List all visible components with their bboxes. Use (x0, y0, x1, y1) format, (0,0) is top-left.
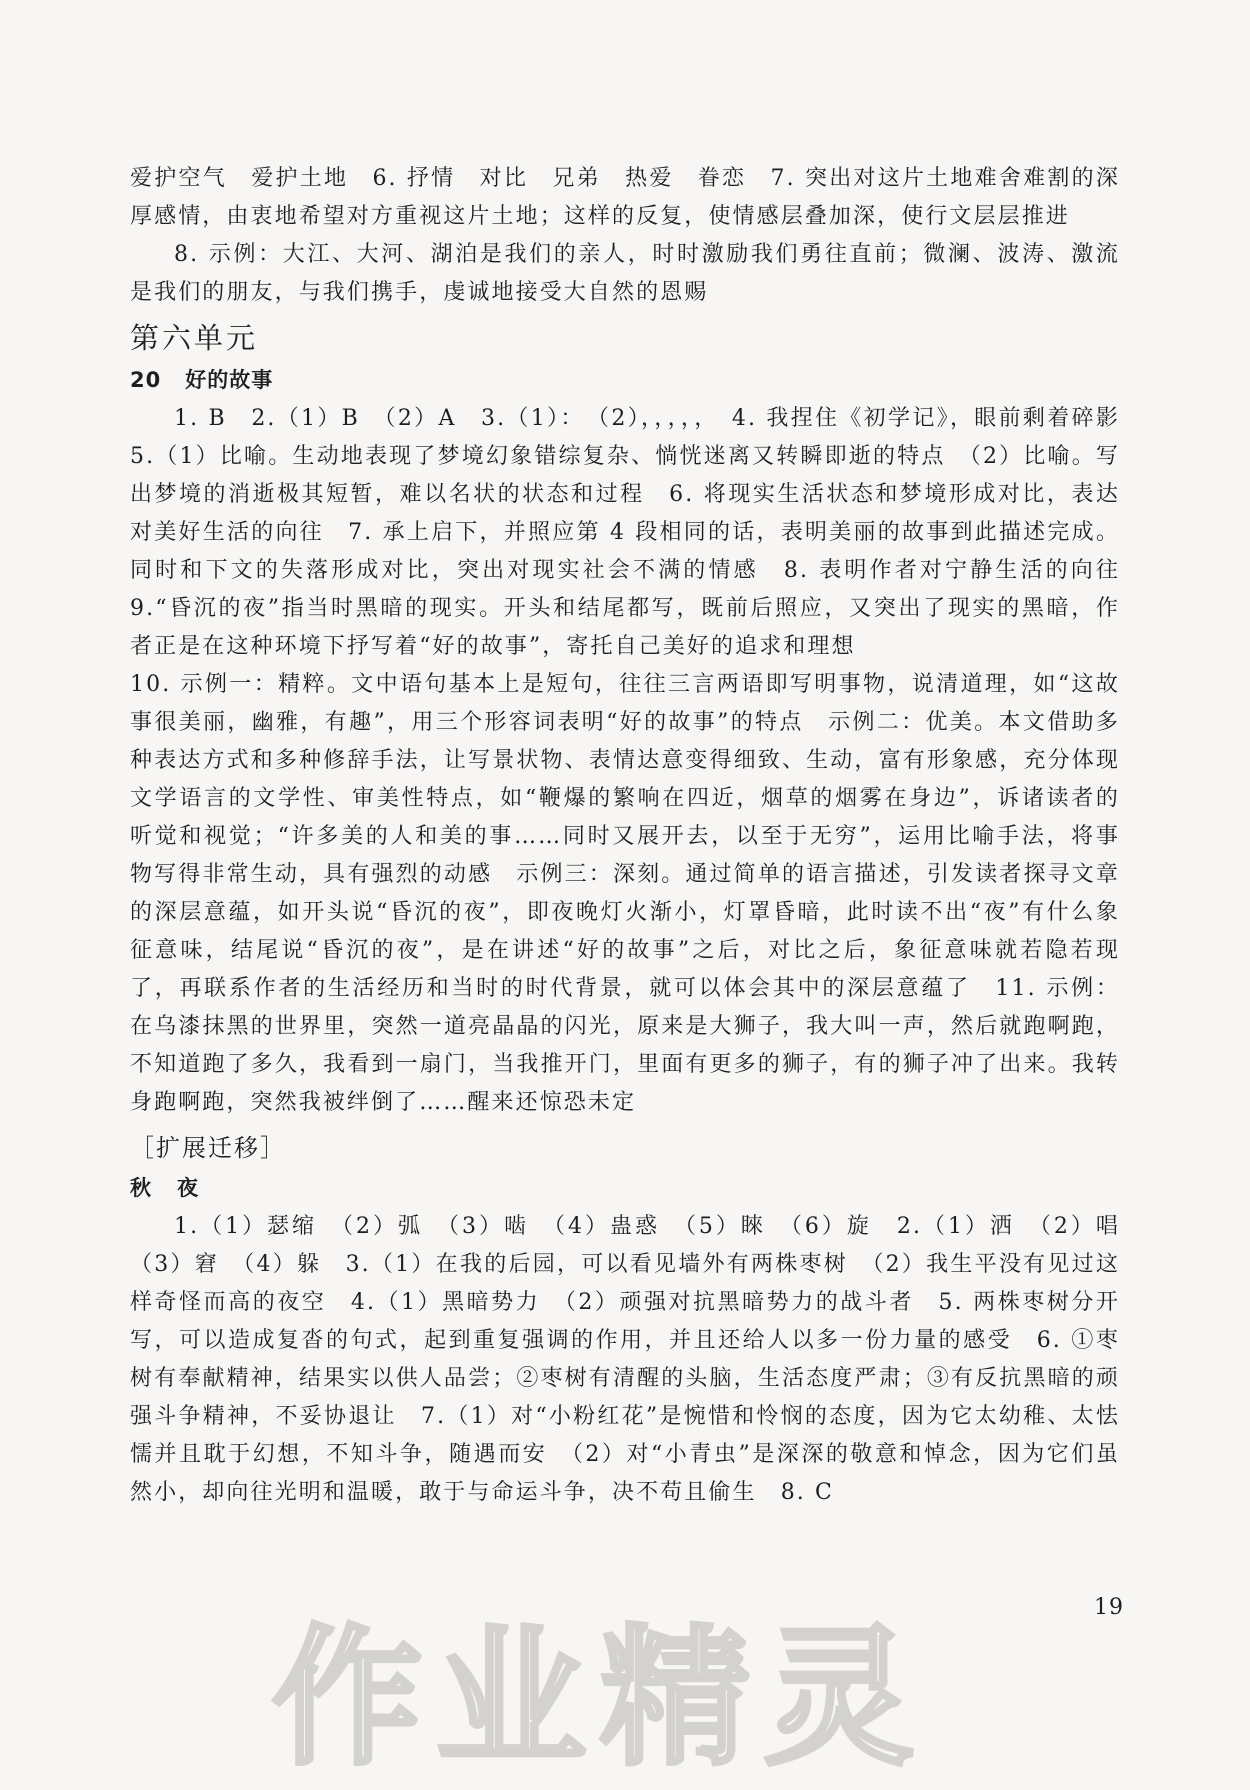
watermark-text: 作业精灵 (271, 1612, 929, 1780)
page-number: 19 (1094, 1595, 1124, 1620)
lesson-title-text: 好的故事 (185, 368, 274, 392)
extension-section-tag: ［扩展迁移］ (130, 1134, 286, 1162)
unit-heading: 第六单元 (130, 321, 259, 355)
sub-lesson-title: 秋夜 (130, 1176, 224, 1200)
sub-lesson-answers: 1.（1）瑟缩 （2）弧 （3）啮 （4）蛊惑 （5）睞 （6）旋 2.（1）洒 （2）唱 （3）窘 （4）躲 3.（1）在我的后园，可以看见墙外有两株枣树 （2）我生平没有见过这样奇怪而高的夜空 4.（1）黑暗势力 （2）顽强对抗黑暗势力的战斗者 5. 两株枣树分开写，可以造成复沓的句式，起到重复强调的作用，并且还给人以多一份力量的感受 6. ①枣树有奉献精神，结果实以供人品尝；②枣树有清醒的头脑，生活态度严肃；③有反抗黑暗的顽强斗争精神，不妥协退让 7.（1）对“小粉红花”是惋惜和怜悯的态度，因为它太幼稚、太怯懦并且耽于幻想，不知斗争，随遇而安 （2）对“小青虫”是深深的敬意和悼念，因为它们虽然小，却向往光明和温暖，敢于与命运斗争，决不苟且偷生 8. C (130, 1214, 1145, 1505)
lesson-title (130, 360, 1120, 400)
lesson-answers-continued: 10. 示例一：精粹。文中语句基本上是短句，往往三言两语即写明事物，说清道理，如“这故事很美丽，幽雅，有趣”，用三个形容词表明“好的故事”的特点 示例二：优美。本文借助多种表达方式和多种修辞手法，让写景状物、表情达意变得细致、生动，富有形象感，充分体现文学语言的文学性、审美性特点，如“鞭爆的繁响在四近，烟草的烟雾在身边”，诉诸读者的听觉和视觉；“许多美的人和美的事……同时又展开去，以至于无穷”，运用比喻手法，将事物写得非常生动，具有强烈的动感 示例三：深刻。通过简单的语言描述，引发读者探寻文章的深层意蕴，如开头说“昏沉的夜”，即夜晚灯火渐小，灯罩昏暗，此时读不出“夜”有什么象征意味，结尾说“昏沉的夜”，是在讲述“好的故事”之后，对比之后，象征意味就若隐若现了，再联系作者的生活经历和当时的时代背景，就可以体会其中的深层意蕴了 11. 示例：在乌漆抹黑的世界里，突然一道亮晶晶的闪光，原来是大狮子，我大叫一声，然后就跑啊跑，不知道跑了多久，我看到一扇门，当我推开门，里面有更多的狮子，有的狮子冲了出来。我转身跑啊跑，突然我被绊倒了……醒来还惊恐未定 (130, 672, 1120, 1115)
lesson-answers: 1. B 2.（1）B （2）A 3.（1）： （2），，，，， 4. 我捏住《初学记》，眼前剩着碎影 5.（1）比喻。生动地表现了梦境幻象错综复杂、惝恍迷离又转瞬即逝的特点 （2）比喻。写出梦境的消逝极其短暂，难以名状的状态和过程 6. 将现实生活状态和梦境形成对比，表达对美好生活的向往 7. 承上启下，并照应第 4 段相同的话，表明美丽的故事到此描述完成。同时和下文的失落形成对比，突出对现实社会不满的情感 8. 表明作者对宁静生活的向往 9.“昏沉的夜”指当时黑暗的现实。开头和结尾都写，既前后照应，又突出了现实的黑暗，作者正是在这种环境下抒写着“好的故事”，寄托自己美好的追求和理想 (130, 406, 1145, 659)
page-content (130, 160, 1145, 1512)
watermark-logo (250, 1600, 950, 1780)
lesson-number: 20 (130, 368, 162, 392)
intro-paragraph: 爱护空气 爱护土地 6. 抒情 对比 兄弟 热爱 眷恋 7. 突出对这片土地难舍难割的深厚感情，由衷地希望对方重视这片土地；这样的反复，使情感层叠加深，使行文层层推进 (130, 166, 1120, 229)
intro-paragraph: 8. 示例：大江、大河、湖泊是我们的亲人，时时激励我们勇往直前；微澜、波涛、激流是我们的朋友，与我们携手，虔诚地接受大自然的恩赐 (130, 242, 1120, 305)
